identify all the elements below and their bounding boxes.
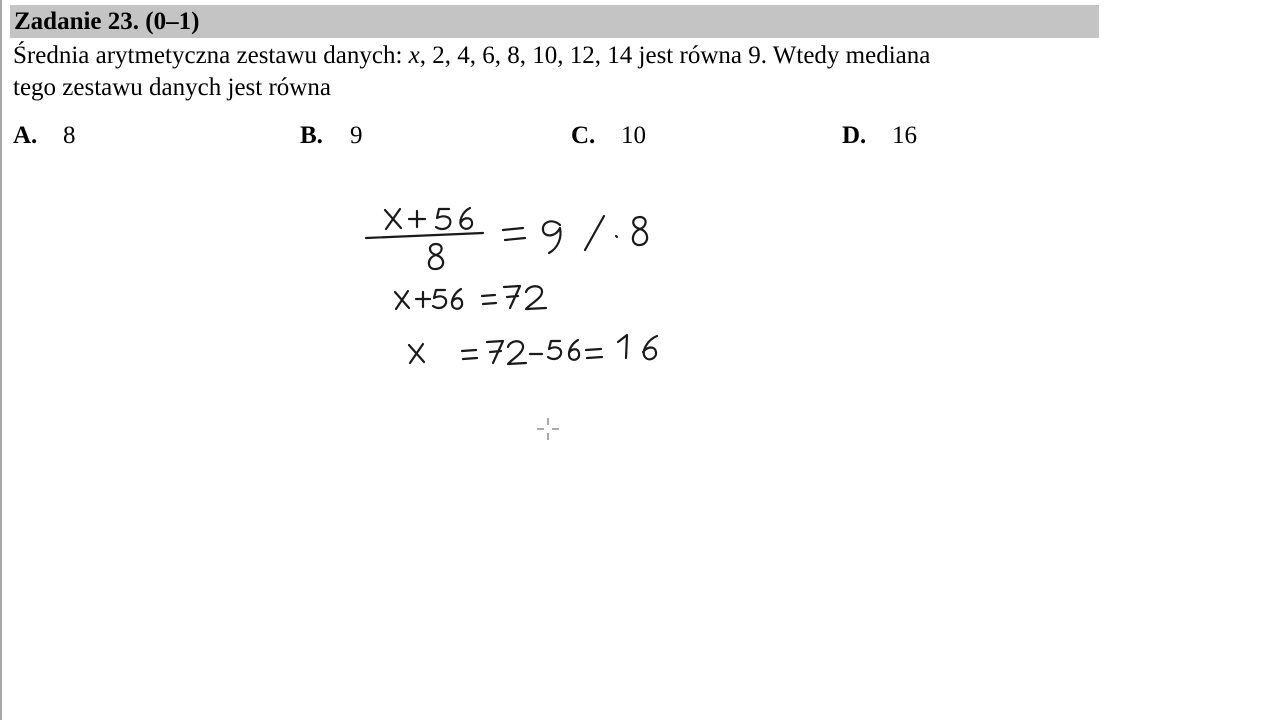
answer-value: 9	[350, 122, 363, 149]
question-variable: x	[408, 42, 420, 69]
answer-value: 16	[892, 122, 917, 149]
answer-value: 8	[63, 122, 76, 149]
answer-letter: B.	[300, 122, 323, 149]
question-line-2: tego zestawu danych jest równa	[13, 74, 331, 101]
handwritten-step-3	[409, 335, 657, 364]
answer-letter: A.	[13, 122, 38, 149]
crosshair-cursor-icon	[537, 418, 559, 440]
handwritten-fraction-denominator	[429, 244, 443, 269]
answer-value: 10	[621, 122, 646, 149]
handwritten-fraction-numerator	[385, 208, 472, 229]
task-title: Zadanie 23. (0–1)	[14, 8, 200, 35]
handwritten-equals-9-times-8	[503, 216, 647, 253]
answer-letter: D.	[842, 122, 867, 149]
handwritten-step-2	[395, 286, 546, 309]
handwritten-fraction-bar	[366, 233, 483, 238]
question-line-1-prefix: Średnia arytmetyczna zestawu danych:	[13, 42, 409, 69]
question-line-1-suffix: , 2, 4, 6, 8, 10, 12, 14 jest równa 9. Wtedy mediana	[419, 42, 931, 69]
answer-letter: C.	[571, 122, 596, 149]
